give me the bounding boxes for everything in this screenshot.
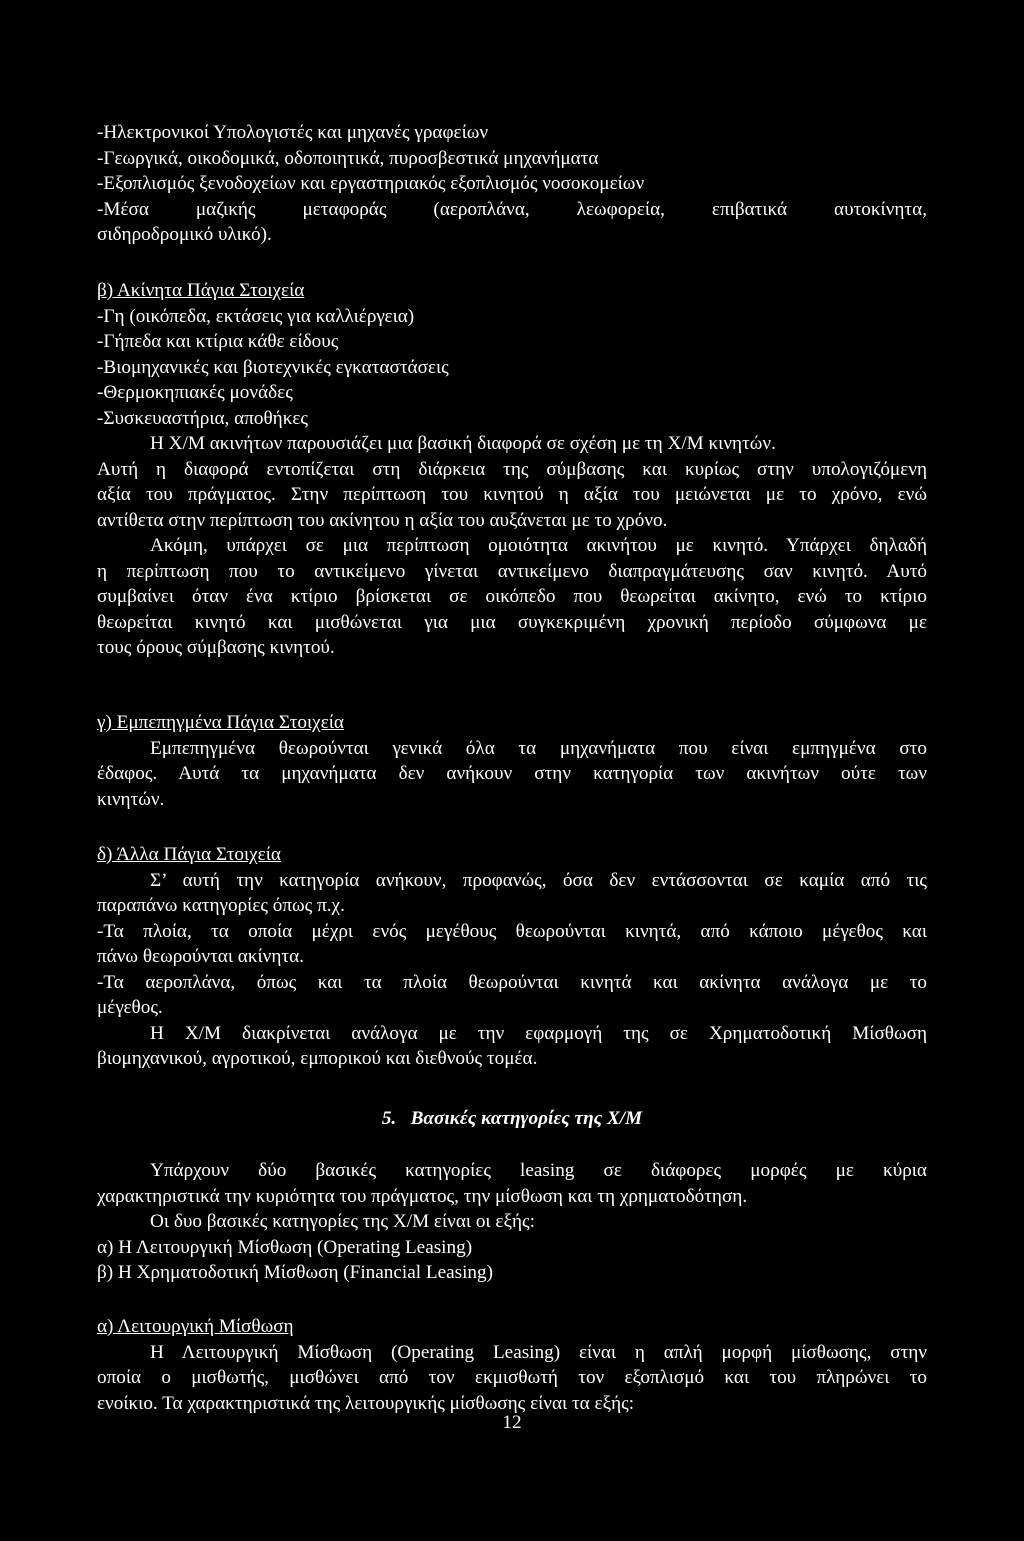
list-item: -Βιομηχανικές και βιοτεχνικές εγκαταστάσεις <box>97 356 449 378</box>
paragraph-line: παραπάνω κατηγορίες όπως π.χ. <box>97 895 345 916</box>
page-number: 12 <box>502 1412 522 1433</box>
paragraph-line: θεωρείται κινητό και μισθώνεται για μια συγκεκριμένη χρονική περίοδο σύμφωνα με <box>97 611 927 633</box>
list-item: -Γήπεδα και κτίρια κάθε είδους <box>97 331 339 352</box>
list-item: -Μέσα μαζικής μεταφοράς (αεροπλάνα, λεωφορεία, επιβατικά αυτοκίνητα, <box>97 198 927 220</box>
paragraph-line: βιομηχανικού, αγροτικού, εμπορικού και διεθνούς τομέα. <box>97 1048 538 1069</box>
paragraph-line: -Τα αεροπλάνα, όπως και τα πλοία θεωρούνται κινητά και ακίνητα ανάλογα με το <box>97 971 927 993</box>
paragraph-line: Η Χ/Μ διακρίνεται ανάλογα με την εφαρμογή της σε Χρηματοδοτική Μίσθωση <box>150 1022 927 1044</box>
list-item: α) Η Λειτουργική Μίσθωση (Operating Leasing) <box>97 1236 473 1258</box>
list-item: -Γη (οικόπεδα, εκτάσεις για καλλιέργεια) <box>97 305 415 327</box>
paragraph-line: Η Λειτουργική Μίσθωση (Operating Leasing) είναι η απλή μορφή μίσθωσης, στην <box>150 1341 927 1363</box>
section-heading: γ) Εμπεπηγμένα Πάγια Στοιχεία <box>97 712 344 733</box>
paragraph-line: Υπάρχουν δύο βασικές κατηγορίες leasing σε διάφορες μορφές με κύρια <box>150 1160 927 1181</box>
list-item: -Θερμοκηπιακές μονάδες <box>97 382 293 403</box>
list-item: β) Η Χρηματοδοτική Μίσθωση (Financial Leasing) <box>97 1262 493 1283</box>
paragraph-line: τους όρους σύμβασης κινητού. <box>97 637 335 658</box>
paragraph-line: Αυτή η διαφορά εντοπίζεται στη διάρκεια της σύμβασης και κυρίως στην υπολογιζόμενη <box>97 458 927 480</box>
paragraph-line: Εμπεπηγμένα θεωρούνται γενικά όλα τα μηχανήματα που είναι εμπηγμένα στο <box>150 737 927 759</box>
paragraph-line: συμβαίνει όταν ένα κτίριο βρίσκεται σε οικόπεδο που θεωρείται ακίνητο, ενώ το κτίριο <box>97 586 927 607</box>
list-item: -Συσκευαστήρια, αποθήκες <box>97 407 309 429</box>
paragraph-line: Ακόμη, υπάρχει σε μια περίπτωση ομοιότητα ακινήτου με κινητό. Υπάρχει δηλαδή <box>150 535 927 556</box>
section-title: Βασικές κατηγορίες της Χ/Μ <box>410 1108 643 1129</box>
list-item: -Γεωργικά, οικοδομικά, οδοποιητικά, πυροσβεστικά μηχανήματα <box>97 147 599 169</box>
section-heading: α) Λειτουργική Μίσθωση <box>97 1316 294 1337</box>
paragraph-line: οποία ο μισθωτής, μισθώνει από τον εκμισθωτή τον εξοπλισμό και του πληρώνει το <box>97 1367 927 1388</box>
paragraph-line: κινητών. <box>97 788 165 810</box>
section-immovable-assets <box>97 278 927 661</box>
paragraph-line: αξία του πράγματος. Στην περίπτωση του κινητού η αξία του μειώνεται με το χρόνο, ενώ <box>97 484 927 505</box>
paragraph-line: Η Χ/Μ ακινήτων παρουσιάζει μια βασική διαφορά σε σχέση με τη Χ/Μ κινητών. <box>150 433 776 454</box>
section-heading: δ) Άλλα Πάγια Στοιχεία <box>97 844 281 865</box>
list-item: σιδηροδρομικό υλικό). <box>97 224 272 245</box>
section-other-assets <box>97 842 927 1072</box>
paragraph-line: ενοίκιο. Τα χαρακτηριστικά της λειτουργικής μίσθωσης είναι τα εξής: <box>97 1392 635 1414</box>
paragraph-line: πάνω θεωρούνται ακίνητα. <box>97 946 304 967</box>
paragraph-line: η περίπτωση που το αντικείμενο γίνεται αντικείμενο διαπραγμάτευσης σαν κινητό. Αυτό <box>97 560 927 582</box>
paragraph-line: μέγεθος. <box>97 997 163 1018</box>
section-5-heading <box>97 1106 927 1132</box>
section-5-body <box>97 1158 927 1286</box>
paragraph-line: Οι δυο βασικές κατηγορίες της Χ/Μ είναι οι εξής: <box>150 1211 535 1232</box>
section-operating-leasing <box>97 1314 927 1416</box>
paragraph-line: -Τα πλοία, τα οποία μέχρι ενός μεγέθους θεωρούνται κινητά, από κάποιο μέγεθος και <box>97 920 927 942</box>
paragraph-line: Σ’ αυτή την κατηγορία ανήκουν, προφανώς, όσα δεν εντάσσονται σε καμία από τις <box>150 869 927 891</box>
list-item: -Εξοπλισμός ξενοδοχείων και εργαστηριακός εξοπλισμός νοσοκομείων <box>97 173 645 194</box>
paragraph-line: αντίθετα στην περίπτωση του ακίνητου η αξία του αυξάνεται με το χρόνο. <box>97 509 668 531</box>
list-item: -Ηλεκτρονικοί Υπολογιστές και μηχανές γραφείων <box>97 122 489 143</box>
paragraph-line: έδαφος. Αυτά τα μηχανήματα δεν ανήκουν στην κατηγορία των ακινήτων ούτε των <box>97 763 927 784</box>
movable-assets-list <box>97 120 927 248</box>
paragraph-line: χαρακτηριστικά την κυριότητα του πράγματος, την μίσθωση και τη χρηματοδότηση. <box>97 1185 748 1207</box>
section-heading: β) Ακίνητα Πάγια Στοιχεία <box>97 280 305 301</box>
section-number: 5. <box>381 1108 397 1129</box>
section-embedded-assets <box>97 710 927 812</box>
